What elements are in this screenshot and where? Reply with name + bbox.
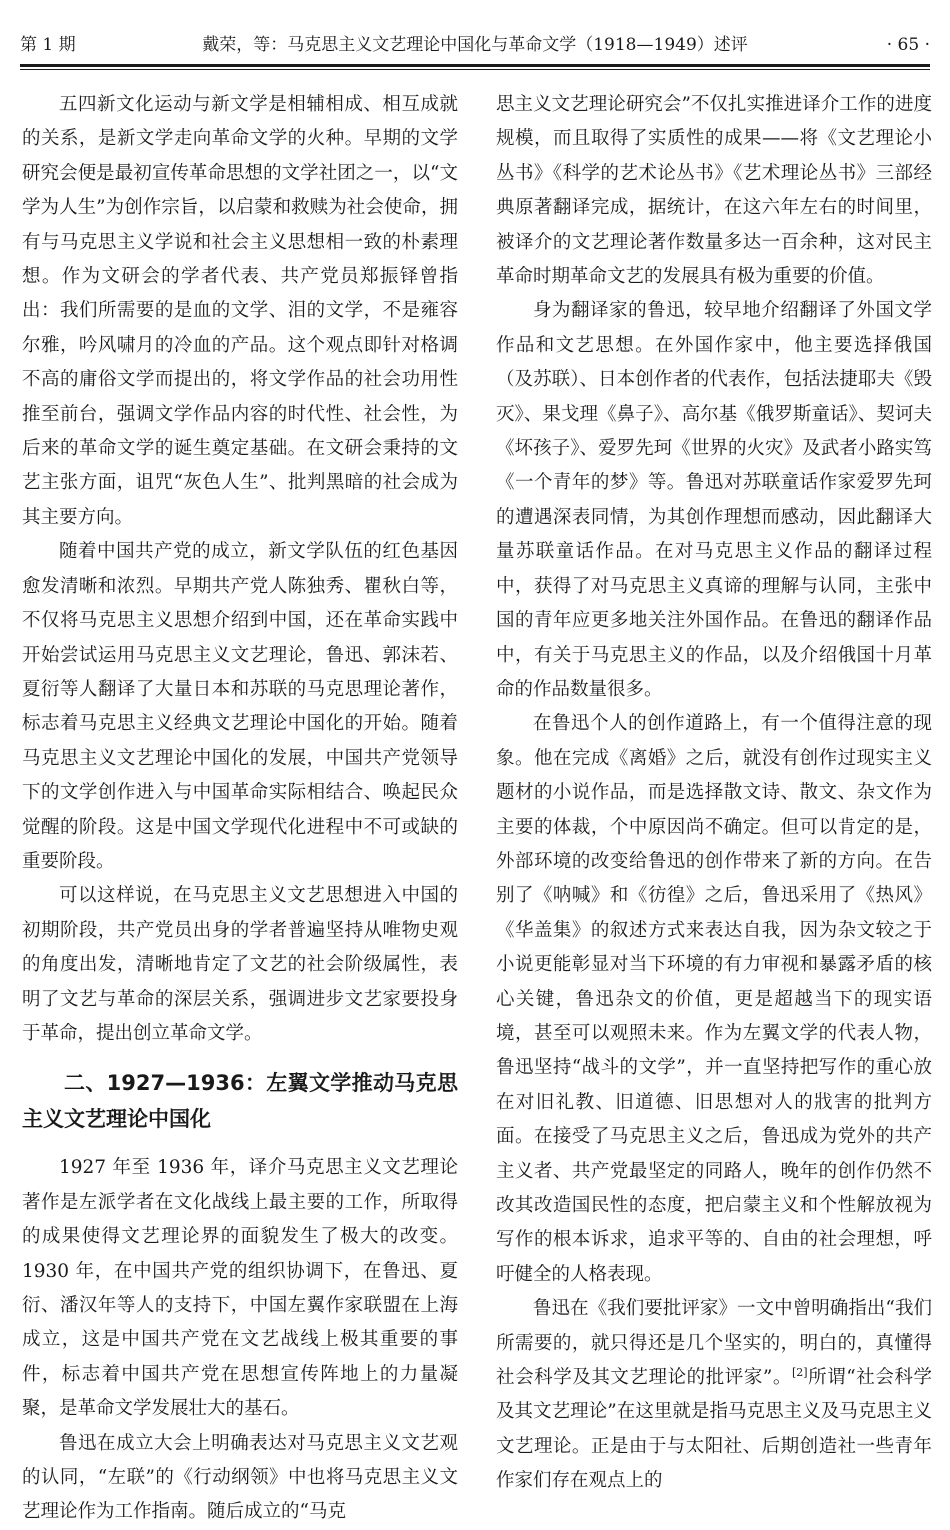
citation-marker: [2]: [791, 1365, 808, 1379]
quote-followup: 所谓“社会科学及其文艺理论”在这里就是指马克思主义及马克思主义文艺理论。正是由于与太阳社、后期创造社一些青年作家们存在观点上的: [496, 1367, 932, 1492]
paragraph: [496, 1292, 932, 1498]
right-column: [496, 88, 932, 1499]
paragraph: 思主义文艺理论研究会”不仅扎实推进译介工作的进度规模，而且取得了实质性的成果——将《文艺理论小丛书》《科学的艺术论丛书》《艺术理论丛书》三部经典原著翻译完成，据统计，在这六年左右的时间里，被译介的文艺理论著作数量多达一百余种，这对民主革命时期革命文艺的发展具有极为重要的价值。: [496, 94, 932, 288]
page-number: · 65 ·: [886, 35, 930, 55]
issue-number: 第 1 期: [20, 35, 76, 55]
running-header: [20, 30, 930, 60]
section-heading: 二、1927—1936：左翼文学推动马克思主义文艺理论中国化: [22, 1071, 458, 1132]
paragraph: 1927 年至 1936 年，译介马克思主义文艺理论著作是左派学者在文化战线上最主要的工作，所取得的成果使得文艺理论界的面貌发生了极大的改变。1930 年，在中国共产党的组织协调下，在鲁迅、夏衍、潘汉年等人的支持下，中国左翼作家联盟在上海成立，这是中国共产党在文艺战线上极其重要的事件，标志着中国共产党在思想宣传阵地上的力量凝聚，是革命文学发展壮大的基石。: [22, 1157, 458, 1420]
quote-text: 鲁迅在《我们要批评家》一文中曾明确指出“我们所需要的，就只得还是几个坚实的，明白的，真懂得社会科学及其文艺理论的批评家”。: [496, 1298, 932, 1389]
paragraph: 随着中国共产党的成立，新文学队伍的红色基因愈发清晰和浓烈。早期共产党人陈独秀、瞿秋白等，不仅将马克思主义思想介绍到中国，还在革命实践中开始尝试运用马克思主义文艺理论，鲁迅、郭沫若、夏衍等人翻译了大量日本和苏联的马克思理论著作，标志着马克思主义经典文艺理论中国化的开始。随着马克思主义文艺理论中国化的发展，中国共产党领导下的文学创作进入与中国革命实际相结合、唤起民众觉醒的阶段。这是中国文学现代化进程中不可或缺的重要阶段。: [22, 541, 458, 872]
paragraph: 鲁迅在成立大会上明确表达对马克思主义文艺观的认同，“左联”的《行动纲领》中也将马克思主义文艺理论作为工作指南。随后成立的“马克: [22, 1432, 458, 1523]
paragraph: 身为翻译家的鲁迅，较早地介绍翻译了外国文学作品和文艺思想。在外国作家中，他主要选择俄国（及苏联）、日本创作者的代表作，包括法捷耶夫《毁灭》、果戈理《鼻子》、高尔基《俄罗斯童话》、契诃夫《坏孩子》、爱罗先珂《世界的火灾》及武者小路实笃《一个青年的梦》等。鲁迅对苏联童话作家爱罗先珂的遭遇深表同情，为其创作理想而感动，因此翻译大量苏联童话作品。在对马克思主义作品的翻译过程中，获得了对马克思主义真谛的理解与认同，主张中国的青年应更多地关注外国作品。在鲁迅的翻译作品中，有关于马克思主义的作品，以及介绍俄国十月革命的作品数量很多。: [496, 300, 932, 700]
paragraph: 可以这样说，在马克思主义文艺思想进入中国的初期阶段，共产党员出身的学者普遍坚持从唯物史观的角度出发，清晰地肯定了文艺的社会阶级属性，表明了文艺与革命的深层关系，强调进步文艺家要投身于革命，提出创立革命文学。: [22, 885, 458, 1044]
paragraph: 在鲁迅个人的创作道路上，有一个值得注意的现象。他在完成《离婚》之后，就没有创作过现实主义题材的小说作品，而是选择散文诗、散文、杂文作为主要的体裁，个中原因尚不确定。但可以肯定的是，外部环境的改变给鲁迅的创作带来了新的方向。在告别了《呐喊》和《彷徨》之后，鲁迅采用了《热风》《华盖集》的叙述方式来表达自我，因为杂文较之于小说更能彰显对当下环境的有力审视和暴露矛盾的核心关键，鲁迅杂文的价值，更是超越当下的现实语境，甚至可以观照未来。作为左翼文学的代表人物，鲁迅坚持“战斗的文学”，并一直坚持把写作的重心放在对旧礼教、旧道德、旧思想对人的戕害的批判方面。在接受了马克思主义之后，鲁迅成为党外的共产主义者、共产党最坚定的同路人，晚年的创作仍然不改其改造国民性的态度，把启蒙主义和个性解放视为写作的根本诉求，追求平等的、自由的社会理想，呼吁健全的人格表现。: [496, 713, 932, 1285]
paragraph: 五四新文化运动与新文学是相辅相成、相互成就的关系，是新文学走向革命文学的火种。早期的文学研究会便是最初宣传革命思想的文学社团之一，以“文学为人生”为创作宗旨，以启蒙和救赎为社会使命，拥有与马克思主义学说和社会主义思想相一致的朴素理想。作为文研会的学者代表、共产党员郑振铎曾指出：我们所需要的是血的文学、泪的文学，不是雍容尔雅，吟风啸月的冷血的产品。这个观点即针对格调不高的庸俗文学而提出的，将文学作品的社会功用性推至前台，强调文学作品内容的时代性、社会性，为后来的革命文学的诞生奠定基础。在文研会秉持的文艺主张方面，诅咒“灰色人生”、批判黑暗的社会成为其主要方向。: [22, 94, 458, 528]
header-rule-thin: [20, 69, 930, 70]
running-title: 戴荣，等：马克思主义文艺理论中国化与革命文学（1918—1949）述评: [202, 35, 748, 55]
header-rule-thick: [20, 64, 930, 67]
left-column: [22, 88, 458, 1530]
